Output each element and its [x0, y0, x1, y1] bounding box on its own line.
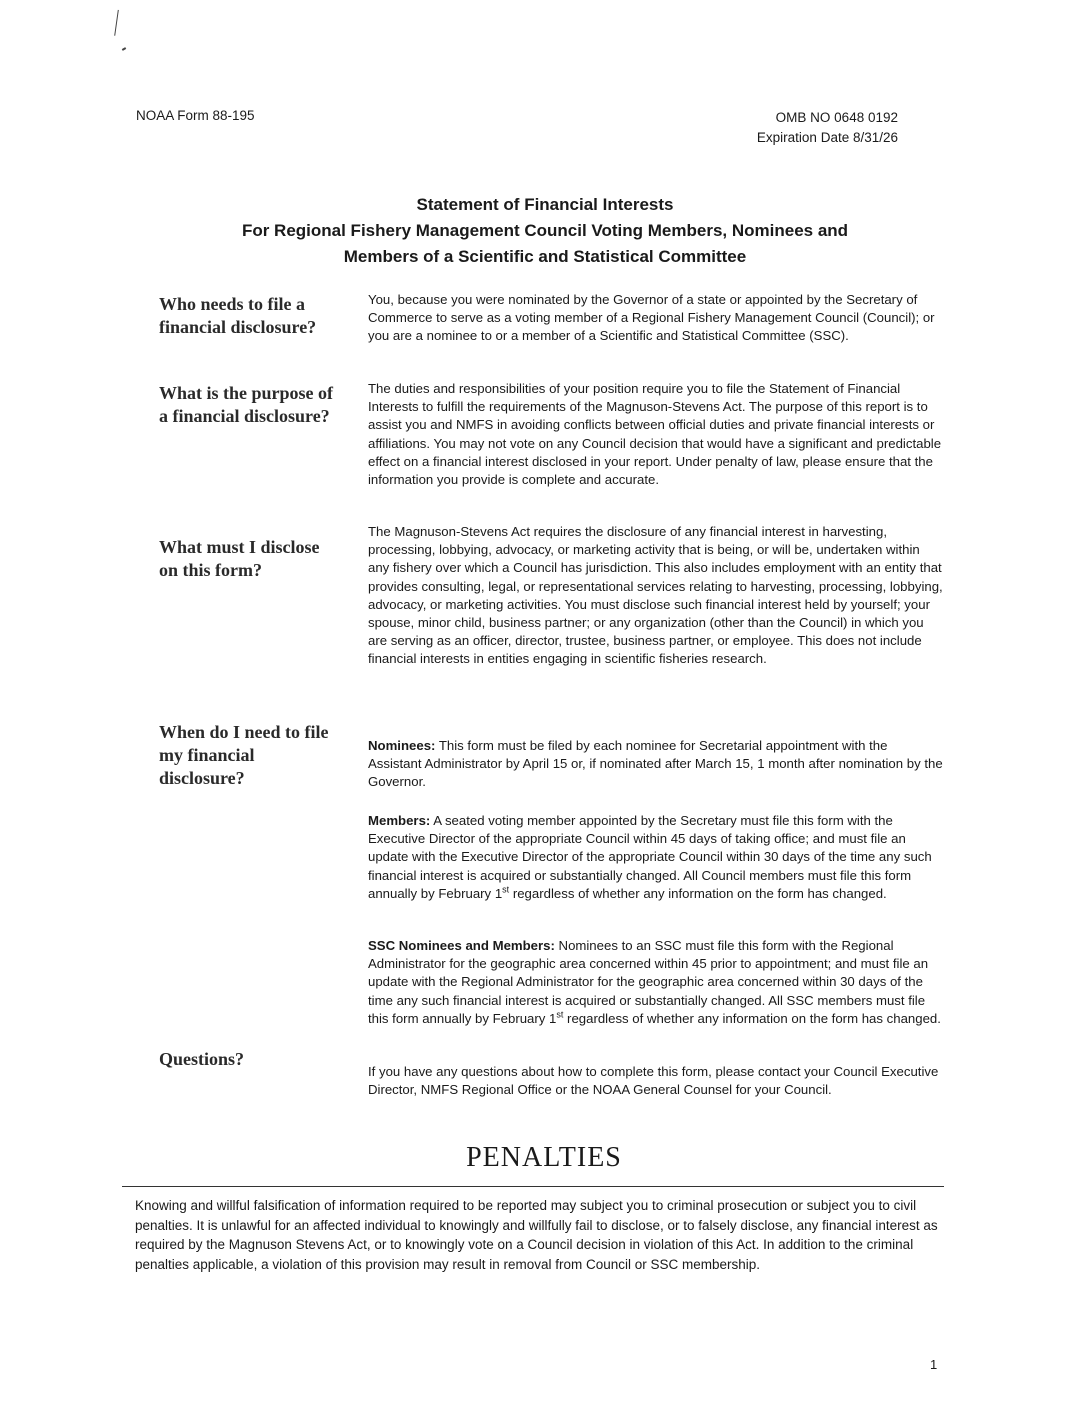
answer-when-nominees	[368, 737, 943, 792]
ssc-label: SSC Nominees and Members:	[368, 938, 555, 953]
title-line-1: Statement of Financial Interests	[416, 195, 674, 214]
ssc-sup: st	[556, 1009, 564, 1020]
divider-line	[122, 1186, 944, 1187]
answer-who: You, because you were nominated by the Governor of a state or appointed by the Secretary of Commerce to serve as a voting member of a Regional Fishery Management Council (Council); or you are a nominee to or a member of a Scientific and Statistical Committee (SSC).	[368, 292, 935, 344]
answer-questions: If you have any questions about how to complete this form, please contact your Council Executive Director, NMFS Regional Office or the NOAA General Counsel for your Council.	[368, 1064, 939, 1098]
penalties-text: Knowing and willful falsification of information required to be reported may subject you to criminal prosecution or subject you to civil penalties. It is unlawful for an affected individual to knowingly and willfully fail to disclose, or to falsely disclose, any financial interest as required by the Magnuson Stevens Act, or to knowingly vote on a Council decision in violation of this Act. In addition to the criminal penalties applicable, a violation of this provision may result in removal from Council or SSC membership.	[135, 1198, 938, 1272]
question-who: Who needs to file a financial disclosure?	[159, 294, 317, 337]
title-line-3: Members of a Scientific and Statistical Committee	[343, 247, 747, 266]
scan-mark	[114, 10, 121, 36]
answer-purpose: The duties and responsibilities of your position require you to file the Statement of Financial Interests to fulfill the requirements of the Magnuson-Stevens Act. The purpose of this report is to assist you and NMFS in avoiding conflicts between official duties and private financial interests or affiliations. You may not vote on any Council decision that would have a significant and predictable effect on a financial interest disclosed in your report. Under penalty of law, please ensure that the information you provide is complete and accurate.	[368, 381, 942, 488]
members-sup: st	[502, 884, 510, 895]
title-line-2: For Regional Fishery Management Council Voting Members, Nominees and	[241, 221, 849, 240]
document-title	[150, 192, 940, 270]
nominees-text: This form must be filed by each nominee for Secretarial appointment with the Assistant Administrator by April 15 or, if nominated after March 15, 1 month after nomination by the Governor.	[368, 738, 943, 790]
question-when: When do I need to file my financial disclosure?	[159, 722, 329, 788]
members-text-2: regardless of whether any information on the form has changed.	[509, 885, 887, 901]
omb-block	[757, 108, 898, 148]
members-text-1: A seated voting member appointed by the Secretary must file this form with the Executive Director of the appropriate Council within 45 days of taking office; and must file an update with the Executive Director of the appropriate Council within 30 days of the time any such financial interest is acquired or substantially changed. All Council members must file this form annually by February 1	[368, 813, 932, 901]
answer-disclose: The Magnuson-Stevens Act requires the disclosure of any financial interest in harvesting, processing, lobbying, advocacy, or marketing activity that is being, or will be, undertaken within any fishery over which a Council has jurisdiction. This also includes employment with an entity that provides consulting, legal, or representational services relating to harvesting, processing, lobbying, advocacy, or marketing activities. You must disclose such financial interest held by yourself; your spouse, minor child, business partner; or any organization (other than the Council) in which you are serving as an officer, director, trustee, business partner, or employee. This does not include financial interests in entities engaging in scientific fisheries research.	[368, 524, 943, 667]
penalties-title: PENALTIES	[466, 1142, 622, 1173]
expiration-date: Expiration Date 8/31/26	[756, 130, 898, 145]
question-disclose: What must I disclose on this form?	[159, 537, 320, 580]
answer-when-ssc	[368, 937, 943, 1028]
question-purpose: What is the purpose of a financial disclosure?	[159, 383, 334, 426]
omb-number: OMB NO 0648 0192	[775, 110, 898, 125]
page-number: 1	[930, 1357, 938, 1372]
members-label: Members:	[368, 813, 431, 828]
scan-mark	[122, 47, 126, 51]
nominees-label: Nominees:	[368, 738, 436, 753]
question-questions: Questions?	[159, 1049, 245, 1069]
answer-when-members	[368, 812, 943, 903]
form-number: NOAA Form 88-195	[136, 108, 255, 123]
ssc-text-2: regardless of whether any information on the form has changed.	[563, 1010, 941, 1026]
ssc-text-1: Nominees to an SSC must file this form with the Regional Administrator for the geographic area concerned within 45 prior to appointment; and must file an update with the Regional Administrator for the geographic area concerned within 30 days of the time any such financial interest is acquired or substantially changed. All SSC members must file this form annually by February 1	[368, 938, 929, 1026]
